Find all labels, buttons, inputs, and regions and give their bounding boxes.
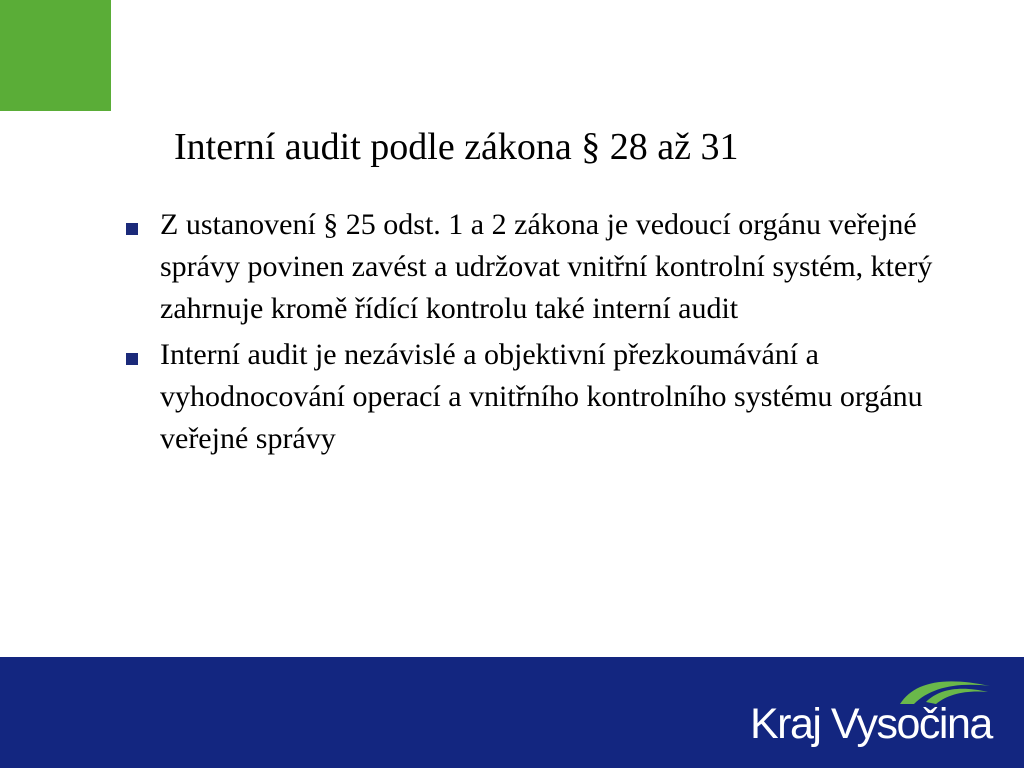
slide-title: Interní audit podle zákona § 28 až 31	[174, 126, 739, 168]
square-bullet-icon	[126, 223, 138, 235]
bullet-list	[120, 204, 960, 464]
kraj-vysocina-logo	[748, 674, 998, 754]
square-bullet-icon	[126, 353, 138, 365]
bullet-text: Interní audit je nezávislé a objektivní přezkoumávání a vyhodnocování operací a vnitřního kontrolního systému orgánu veřejné správy	[160, 338, 923, 455]
bullet-text: Z ustanovení § 25 odst. 1 a 2 zákona je vedoucí orgánu veřejné správy povinen zavést a udržovat vnitřní kontrolní systém, který zahrnuje kromě řídící kontrolu také interní audit	[160, 208, 933, 325]
green-accent-square	[0, 0, 111, 111]
bullet-item	[120, 334, 960, 460]
logo-text: Kraj Vysočina	[750, 700, 992, 748]
bullet-item	[120, 204, 960, 330]
